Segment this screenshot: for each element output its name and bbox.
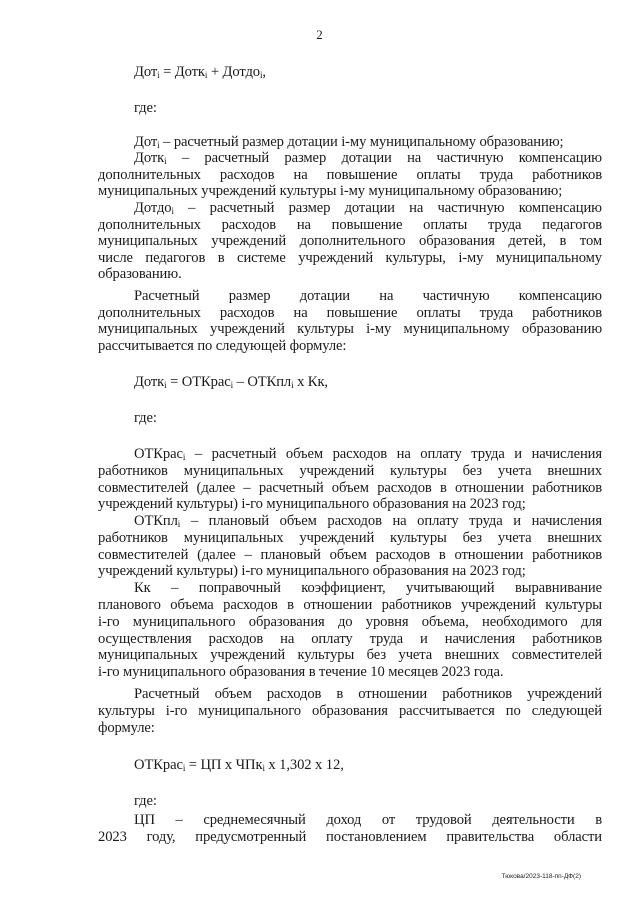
definition-dotdo-line1 bbox=[134, 200, 602, 217]
text-line: Расчетный размер дотации на частичную компенсацию bbox=[134, 288, 602, 304]
text-line: образованию. bbox=[98, 266, 182, 282]
subscript: i bbox=[164, 156, 167, 166]
text-line: работников муниципальных учреждений культуры без учета внешних bbox=[98, 530, 602, 546]
text-line: i-го муниципального образования до уровня объема, необходимого для bbox=[98, 614, 602, 630]
text-line: числе педагогов в системе учреждений культуры, i-му муниципальному bbox=[98, 250, 602, 266]
text-line: дополнительных расходов на повышение оплаты труда педагогов bbox=[98, 217, 602, 233]
text-line: учреждений культуры) i-го муниципального образования на 2023 год; bbox=[98, 496, 526, 512]
formula-otkras bbox=[134, 757, 602, 773]
subscript: i bbox=[177, 519, 181, 529]
formula-term: + Дотдо bbox=[207, 64, 261, 80]
definition-otkras-line1 bbox=[134, 446, 602, 463]
definition-otkpl-line1 bbox=[134, 513, 602, 530]
subscript: i bbox=[157, 140, 160, 150]
term: ОТКрас bbox=[134, 446, 183, 462]
definition-dotk-line1 bbox=[134, 150, 602, 167]
formula-dot bbox=[134, 64, 602, 80]
text-line: муниципальных учреждений культуры i-му муниципальному образованию; bbox=[98, 183, 563, 199]
formula-term: = ЦП х ЧПк bbox=[185, 757, 263, 773]
text-line: Расчетный объем расходов в отношении работников учреждений bbox=[134, 686, 602, 702]
formula-term: Дотк bbox=[134, 374, 165, 390]
definition-text: – расчетный размер дотации i-му муниципальному образованию; bbox=[163, 134, 564, 150]
formula-term: – ОТКпл bbox=[233, 374, 292, 390]
page-number: 2 bbox=[316, 27, 323, 42]
text-line: формуле: bbox=[98, 720, 155, 736]
subscript: i bbox=[182, 452, 186, 462]
text-line: рассчитывается по следующей формуле: bbox=[98, 338, 347, 354]
definition-dot bbox=[134, 134, 602, 150]
text-line: i-го муниципального образования в течение 10 месяцев 2023 года. bbox=[98, 664, 504, 680]
formula-term: , bbox=[262, 64, 266, 80]
text-line: – расчетный размер дотации на частичную компенсацию bbox=[181, 150, 602, 166]
subscript: i bbox=[230, 380, 234, 390]
text-line: дополнительных расходов на повышение оплаты труда работников bbox=[98, 167, 602, 183]
formula-term: = ОТКрас bbox=[166, 374, 231, 390]
text-line: – расчетный объем расходов на оплату труда и начисления bbox=[194, 446, 602, 462]
document-footer-code: Тюкова/2023-118-пп-ДФ(2) bbox=[501, 873, 581, 880]
subscript: i bbox=[182, 763, 186, 773]
text-line: совместителей (далее – плановый объем расходов в отношении работников bbox=[98, 547, 602, 563]
text-line: работников муниципальных учреждений культуры без учета внешних bbox=[98, 463, 602, 479]
text-line: планового объема расходов в отношении работников учреждений культуры bbox=[98, 597, 602, 613]
text-line: культуры i-го муниципального образования рассчитывается по следующей bbox=[98, 703, 602, 719]
formula-term: Дот bbox=[134, 64, 158, 80]
text-line: муниципальных учреждений культуры без учета внешних совместителей bbox=[98, 647, 602, 663]
subscript: i bbox=[171, 206, 174, 216]
text-line: совместителей (далее – расчетный объем расходов в отношении работников bbox=[98, 480, 602, 496]
formula-dotk bbox=[134, 374, 602, 390]
term: ОТКпл bbox=[134, 513, 178, 529]
text-line: муниципальных учреждений дополнительного образования детей, в том bbox=[98, 233, 602, 249]
term: Дотдо bbox=[134, 200, 172, 216]
where-label: где: bbox=[134, 410, 157, 426]
term: Дот bbox=[134, 134, 158, 150]
term: Дотк bbox=[134, 150, 165, 166]
text-line: 2023 году, предусмотренный постановлением правительства области bbox=[98, 829, 602, 845]
definition-tsp-line1: ЦП – среднемесячный доход от трудовой деятельности в bbox=[134, 812, 602, 828]
formula-term: = Дотк bbox=[159, 64, 205, 80]
formula-term: ОТКрас bbox=[134, 757, 183, 773]
formula-term: х 1,302 х 12, bbox=[264, 757, 344, 773]
definition-kk-line1: Кк – поправочный коэффициент, учитывающий выравнивание bbox=[134, 580, 602, 596]
text-line: – расчетный размер дотации на частичную компенсацию bbox=[188, 200, 602, 216]
text-line: дополнительных расходов на повышение оплаты труда работников bbox=[98, 305, 602, 321]
subscript: i bbox=[204, 70, 208, 80]
where-label: где: bbox=[134, 793, 157, 809]
subscript: i bbox=[260, 70, 263, 80]
subscript: i bbox=[164, 380, 167, 390]
where-label: где: bbox=[134, 100, 157, 116]
subscript: i bbox=[291, 380, 294, 390]
text-line: учреждений культуры) i-го муниципального образования на 2023 год; bbox=[98, 563, 526, 579]
subscript: i bbox=[262, 763, 265, 773]
subscript: i bbox=[157, 70, 160, 80]
text-line: муниципальных учреждений культуры i-му муниципальному образованию bbox=[98, 321, 602, 337]
formula-term: х Кк, bbox=[293, 374, 328, 390]
text-line: осуществления расходов на оплату труда и начисления работников bbox=[98, 631, 602, 647]
text-line: – плановый объем расходов на оплату труда и начисления bbox=[190, 513, 602, 529]
